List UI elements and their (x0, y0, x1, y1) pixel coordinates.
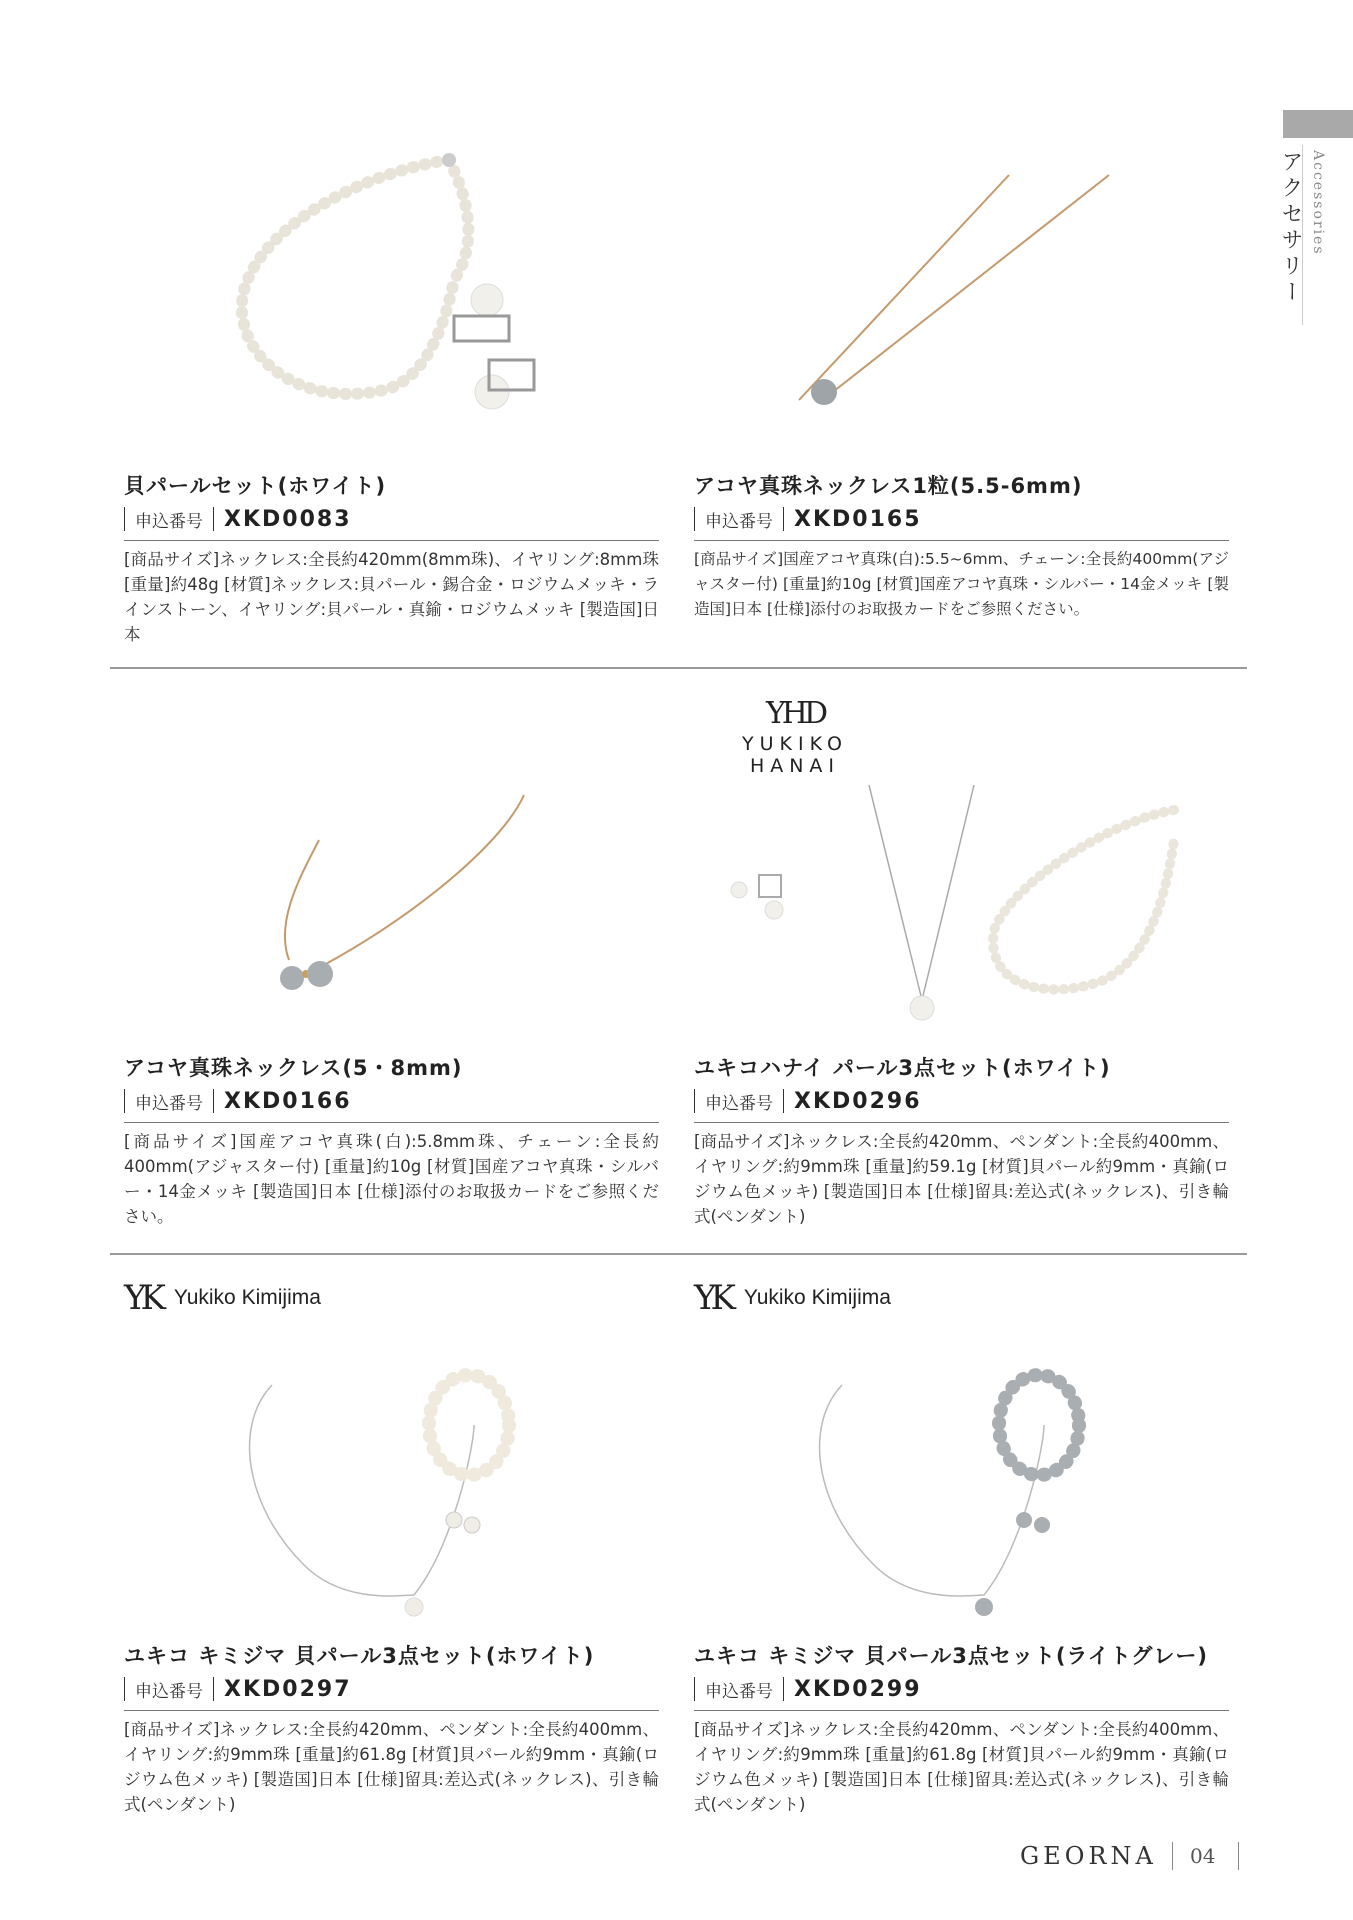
brand-name: Yukiko Kimijima (173, 1286, 321, 1309)
brand-name: Yukiko Kimijima (743, 1286, 891, 1309)
footer-brand: GEORNA (1020, 1842, 1157, 1870)
product-XKD0296 (694, 1052, 1229, 1229)
product-title: アコヤ真珠ネックレス1粒(5.5-6mm) (694, 474, 1083, 498)
order-number-row (124, 1084, 659, 1118)
brand-logo-yukiko-kimijima (694, 1278, 891, 1318)
product-title: アコヤ真珠ネックレス(5・8mm) (124, 1056, 463, 1080)
product-title: ユキコハナイ パール3点セット(ホワイト) (694, 1056, 1111, 1080)
product-title: ユキコ キミジマ 貝パール3点セット(ホワイト) (124, 1644, 595, 1668)
product-rule (124, 1710, 659, 1711)
product-XKD0299 (694, 1640, 1229, 1817)
product-photo-kimijima-white (124, 1345, 659, 1645)
order-label: 申込番号 (135, 1681, 203, 1702)
brand-logo-yukiko-kimijima (124, 1278, 321, 1318)
product-XKD0166 (124, 1052, 659, 1229)
product-description: [商品サイズ]ネックレス:全長約420mm(8mm珠)、イヤリング:8mm珠 [重量]約48g [材質]ネックレス:貝パール・錫合金・ロジウムメッキ・ラインストーン、イヤリング:貝パール・真鍮・ロジウムメッキ [製造国]日本 (124, 550, 659, 644)
product-rule (694, 540, 1229, 541)
brand-monogram: YHD (765, 696, 825, 731)
section-label-en: Accessories (1310, 150, 1326, 256)
product-rule (694, 1122, 1229, 1123)
row-divider-2 (110, 1253, 1247, 1255)
product-description: [商品サイズ]国産アコヤ真珠(白):5.8mm珠、チェーン:全長約400mm(アジャスター付) [重量]約10g [材質]国産アコヤ真珠・シルバー・14金メッキ [製造国]日本 [仕様]添付のお取扱カードをご参照ください。 (124, 1132, 659, 1226)
product-XKD0297 (124, 1640, 659, 1817)
order-number-row (124, 1672, 659, 1706)
brand-monogram: YK (694, 1278, 730, 1318)
product-XKD0165 (694, 470, 1229, 622)
order-number-row (694, 1084, 1229, 1118)
order-code: XKD0083 (224, 506, 352, 532)
row-divider-1 (110, 667, 1247, 669)
order-label: 申込番号 (705, 511, 773, 532)
order-code: XKD0297 (224, 1676, 352, 1702)
footer-separator (1238, 1842, 1239, 1870)
order-number-row (124, 502, 659, 536)
order-code: XKD0165 (794, 506, 922, 532)
brand-name: YUKIKO HANAI (742, 733, 848, 777)
product-XKD0083 (124, 470, 659, 647)
brand-monogram: YK (124, 1278, 160, 1318)
order-label: 申込番号 (705, 1681, 773, 1702)
order-label: 申込番号 (705, 1093, 773, 1114)
section-tab (1283, 110, 1353, 138)
product-photo-pearl-set (124, 130, 659, 430)
product-rule (124, 540, 659, 541)
order-label: 申込番号 (135, 511, 203, 532)
product-description: [商品サイズ]ネックレス:全長約420mm、ペンダント:全長約400mm、イヤリング:約9mm珠 [重量]約61.8g [材質]貝パール約9mm・真鍮(ロジウム色メッキ) [製造国]日本 [仕様]留具:差込式(ネックレス)、引き輪式(ペンダント) (124, 1720, 659, 1814)
product-photo-akoya-double (124, 760, 659, 1060)
product-photo-kimijima-grey (694, 1345, 1229, 1645)
order-number-row (694, 502, 1229, 536)
order-label: 申込番号 (135, 1093, 203, 1114)
product-photo-hanai-set (694, 760, 1229, 1060)
product-rule (694, 1710, 1229, 1711)
product-description: [商品サイズ]ネックレス:全長約420mm、ペンダント:全長約400mm、イヤリング:約9mm珠 [重量]約61.8g [材質]貝パール約9mm・真鍮(ロジウム色メッキ) [製造国]日本 [仕様]留具:差込式(ネックレス)、引き輪式(ペンダント) (694, 1720, 1229, 1814)
footer-separator (1172, 1842, 1173, 1870)
order-code: XKD0166 (224, 1088, 352, 1114)
page-number: 04 (1190, 1844, 1216, 1868)
order-number-row (694, 1672, 1229, 1706)
product-title: ユキコ キミジマ 貝パール3点セット(ライトグレー) (694, 1644, 1208, 1668)
product-title: 貝パールセット(ホワイト) (124, 474, 387, 498)
product-photo-akoya-single (694, 130, 1229, 430)
section-label-jp: アクセサリー (1278, 150, 1303, 306)
order-code: XKD0299 (794, 1676, 922, 1702)
order-code: XKD0296 (794, 1088, 922, 1114)
product-description: [商品サイズ]ネックレス:全長約420mm、ペンダント:全長約400mm、イヤリング:約9mm珠 [重量]約59.1g [材質]貝パール約9mm・真鍮(ロジウム色メッキ) [製造国]日本 [仕様]留具:差込式(ネックレス)、引き輪式(ペンダント) (694, 1132, 1229, 1226)
product-rule (124, 1122, 659, 1123)
product-description: [商品サイズ]国産アコヤ真珠(白):5.5~6mm、チェーン:全長約400mm(アジャスター付) [重量]約10g [材質]国産アコヤ真珠・シルバー・14金メッキ [製造国]日本 [仕様]添付のお取扱カードをご参照ください。 (694, 550, 1229, 618)
